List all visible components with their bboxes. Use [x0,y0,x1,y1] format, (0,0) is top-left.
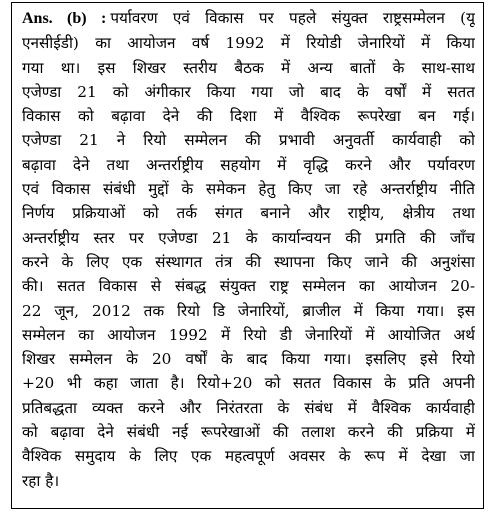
answer-line-10: अन्तर्राष्ट्रीय स्तर पर एजेण्डा 21 के कार्यान्वयन की प्रगति की जाँच [22,228,475,247]
answer-line-2: एनसीईडी) का आयोजन वर्ष 1992 में रियोडी जेनारियों में किया [22,34,475,53]
answer-line-16: +20 भी कहा जाता है। रियो+20 को सतत विकास के प्रति अपनी [22,374,475,393]
answer-line-1 [22,6,475,31]
answer-line-15: शिखर सम्मेलन के 20 वर्षों के बाद किया गया। इसलिए इसे रियो [22,350,475,369]
answer-line-text: पर्यावरण एवं विकास पर पहले संयुक्त राष्ट्रसम्मेलन (यू [110,9,475,27]
answer-line-20: रहा है। [22,471,60,490]
answer-line-13: 22 जून, 2012 तक रियो डि जेनारियों, ब्राजील में किया गया। इस [22,301,475,320]
answer-box [11,2,484,509]
answer-line-8: एवं विकास संबंधी मुद्दों के समेकन हेतु किए जा रहे अन्तर्राष्ट्रीय नीति [22,180,475,199]
answer-line-17: प्रतिबद्धता व्यक्त करने और निरंतरता के संबंध में वैश्विक कार्यवाही [22,398,475,417]
answer-line-4: एजेण्डा 21 को अंगीकार किया गया जो बाद के वर्षों में सतत [22,82,475,101]
answer-line-5: विकास को बढ़ावा देने की दिशा में वैश्विक रूपरेखा बन गई। [22,107,475,126]
answer-line-7: बढ़ावा देने तथा अन्तर्राष्ट्रीय सहयोग में वृद्धि करने और पर्यावरण [22,155,475,174]
answer-line-12: की। सतत विकास से संबद्ध संयुक्त राष्ट्र सम्मेलन का आयोजन 20- [22,277,475,296]
answer-line-9: निर्णय प्रक्रियाओं को तर्क संगत बनाने और राष्ट्रीय, क्षेत्रीय तथा [22,204,475,223]
answer-line-11: करने के लिए एक संस्थागत तंत्र की स्थापना किए जाने की अनुशंसा [22,252,475,271]
answer-line-18: को बढ़ावा देने संबंधी नई रूपरेखाओं की तलाश करने की प्रक्रिया में [22,423,475,442]
answer-line-6: एजेण्डा 21 ने रियो सम्मेलन की प्रभावी अनुवर्ती कार्यवाही को [22,131,475,150]
answer-line-3: गया था। इस शिखर स्तरीय बैठक में अन्य बातों के साथ-साथ [22,58,475,77]
answer-line-19: वैश्विक समुदाय के लिए एक महत्वपूर्ण अवसर के रूप में देखा जा [22,447,475,466]
answer-line-14: सम्मेलन का आयोजन 1992 में रियो डी जेनारियों में आयोजित अर्थ [22,325,475,344]
answer-prefix: Ans. (b) : [22,10,107,27]
